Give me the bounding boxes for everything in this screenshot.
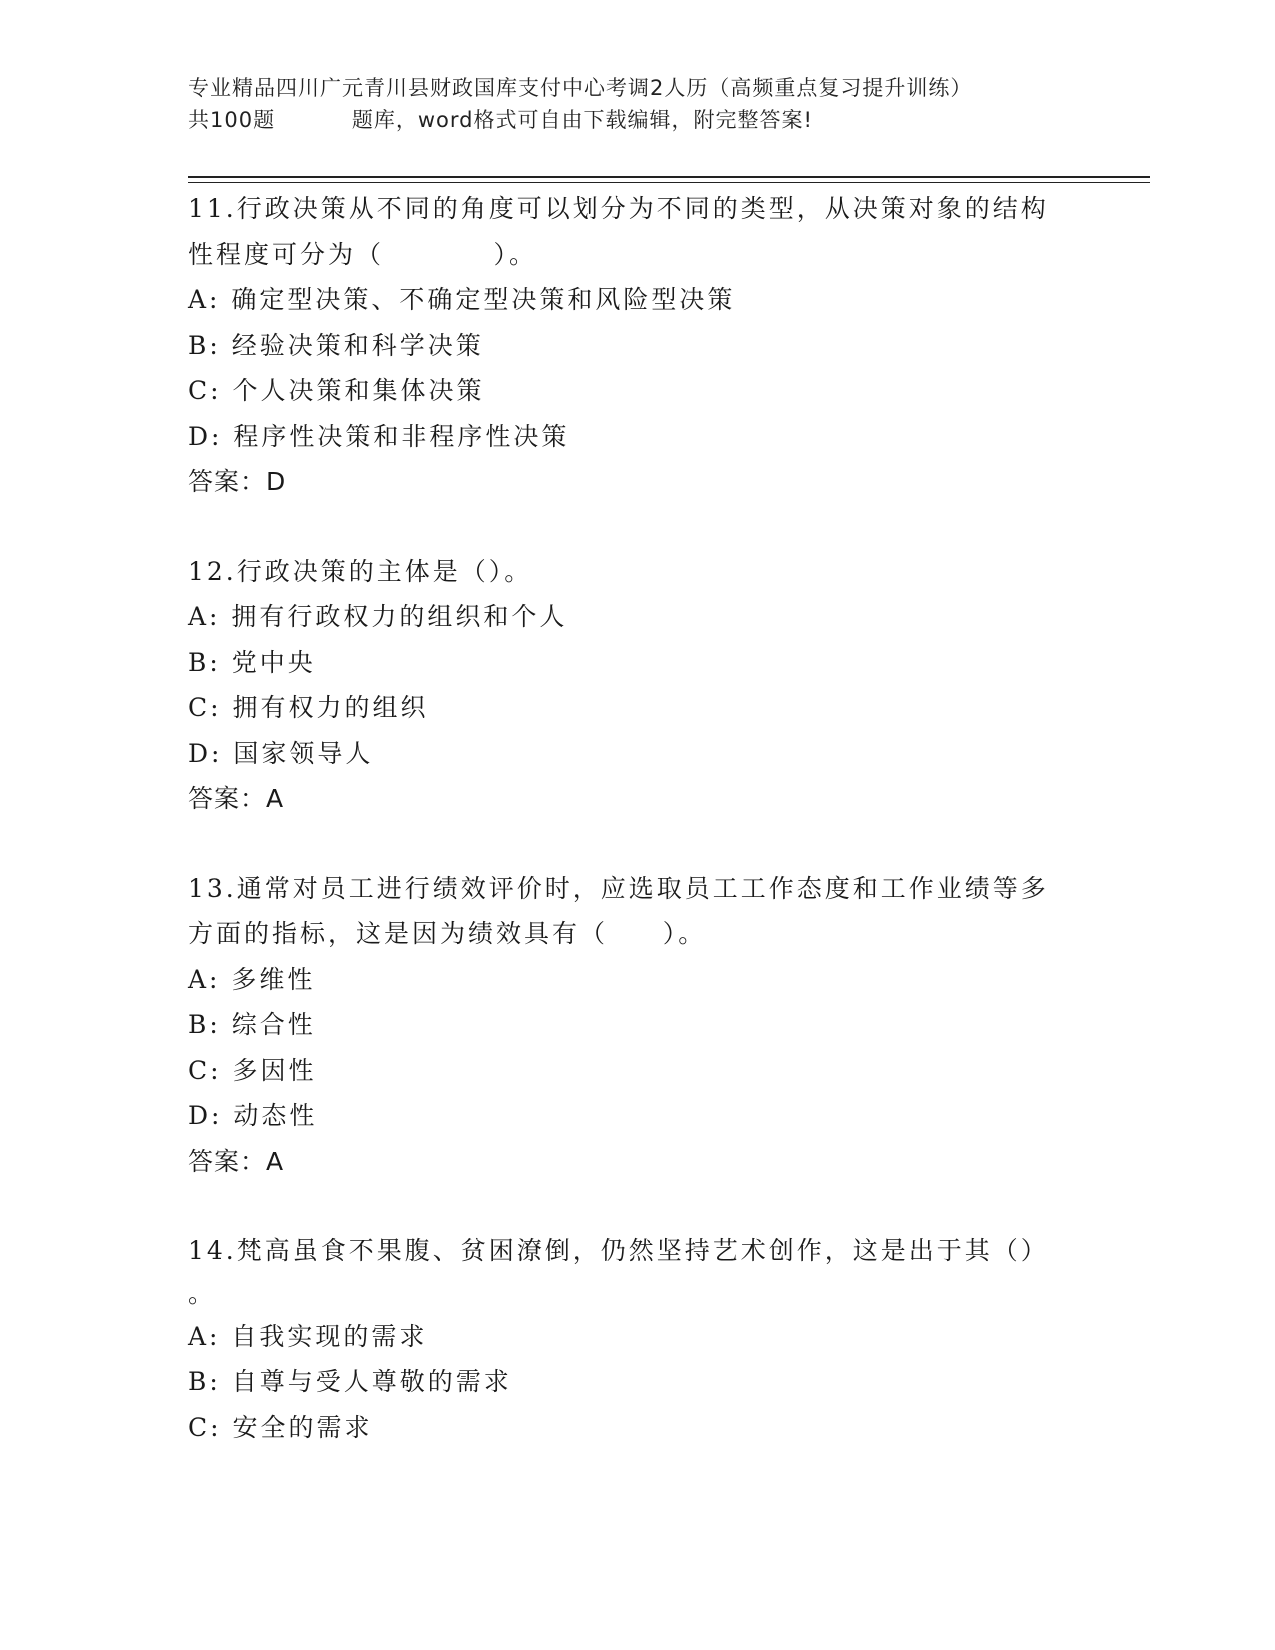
- question-14: [188, 1228, 1088, 1450]
- question-11: [188, 186, 1088, 505]
- option-d: D: 程序性决策和非程序性决策: [188, 421, 570, 451]
- option-a: A: 确定型决策、不确定型决策和风险型决策: [188, 285, 736, 314]
- question-gap: [188, 505, 1088, 549]
- option-a: A: 拥有行政权力的组织和个人: [188, 602, 568, 631]
- header-divider-thin: [188, 182, 1150, 183]
- option-d: D: 国家领导人: [188, 738, 374, 768]
- option-d: D: 动态性: [188, 1101, 318, 1130]
- question-stem-continued: 方面的指标，这是因为绩效具有（ ）。: [188, 919, 707, 948]
- header-divider-thick: [188, 176, 1150, 178]
- question-gap: [188, 1184, 1088, 1228]
- option-a: A: 多维性: [188, 964, 316, 994]
- option-b: B: 党中央: [188, 647, 316, 677]
- document-header: [188, 72, 1088, 136]
- question-stem: 11.行政决策从不同的角度可以划分为不同的类型，从决策对象的结构: [188, 194, 1049, 223]
- answer-line: 答案：A: [188, 1146, 285, 1176]
- option-c: C: 拥有权力的组织: [188, 693, 429, 722]
- question-stem: 14.梵高虽食不果腹、贫困潦倒，仍然坚持艺术创作，这是出于其（）: [188, 1236, 1049, 1265]
- option-c: C: 多因性: [188, 1055, 317, 1085]
- answer-line: 答案：A: [188, 784, 285, 813]
- question-gap: [188, 822, 1088, 866]
- question-12: [188, 549, 1088, 822]
- option-b: B: 自尊与受人尊敬的需求: [188, 1367, 512, 1396]
- header-title-line1: 专业精品四川广元青川县财政国库支付中心考调2人历（高频重点复习提升训练）: [188, 76, 973, 100]
- option-b: B: 经验决策和科学决策: [188, 330, 484, 360]
- question-13: [188, 866, 1088, 1185]
- option-a: A: 自我实现的需求: [188, 1321, 428, 1351]
- option-b: B: 综合性: [188, 1010, 316, 1039]
- question-stem-continued: 。: [188, 1278, 217, 1308]
- option-c: C: 安全的需求: [188, 1412, 373, 1442]
- question-stem: 12.行政决策的主体是（）。: [188, 556, 533, 586]
- question-stem-continued: 性程度可分为（ ）。: [188, 239, 537, 269]
- question-list: [188, 186, 1088, 1450]
- option-c: C: 个人决策和集体决策: [188, 376, 485, 405]
- question-stem: 13.通常对员工进行绩效评价时，应选取员工工作态度和工作业绩等多: [188, 873, 1049, 903]
- answer-line: 答案：D: [188, 467, 287, 496]
- header-title-line2: 共100题 题库，word格式可自由下载编辑，附完整答案!: [188, 108, 813, 132]
